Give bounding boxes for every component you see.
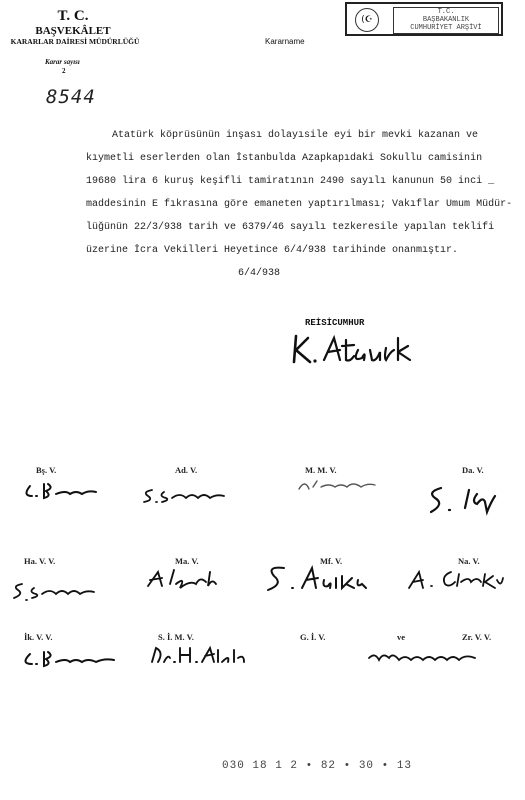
document-type: Kararname: [265, 37, 305, 46]
header-directorate: KARARLAR DAİRESİ MÜDÜRLÜĞÜ: [10, 37, 140, 46]
minister-role-sim: S. İ. M. V.: [158, 632, 194, 642]
minister-role-ha: Ha. V. V.: [24, 556, 56, 566]
minister-role-zr: Zr. V. V.: [462, 632, 492, 642]
body-line-2: kıymetli eserlerden olan İstanbulda Azapkapıdaki Sokullu camisinin: [86, 153, 483, 164]
minister-role-ik: İk. V. V.: [24, 632, 53, 642]
crescent-star-icon: (☪: [355, 8, 379, 32]
signature-ozalp: [295, 477, 380, 495]
signature-alatas: [148, 644, 248, 666]
header-tc: T. C.: [57, 8, 89, 24]
decision-number: 8544: [46, 86, 96, 108]
stamp-line-2: BAŞBAKANLIK: [422, 16, 470, 24]
minister-role-mm: M. M. V.: [305, 465, 337, 475]
archive-reference-stamp: 030 18 1 2 • 82 • 30 • 13: [222, 760, 413, 772]
header-office: BAŞVEKÂLET: [35, 25, 111, 37]
signature-agrali: [140, 566, 220, 592]
decision-label: Karar sayısı: [45, 58, 80, 66]
decision-label-num: 2: [62, 67, 66, 75]
stamp-line-1: T.C.: [437, 8, 455, 16]
signature-bayar-2: [20, 648, 120, 670]
body-date: 6/4/938: [238, 268, 281, 279]
stamp-text: [393, 7, 499, 34]
signature-arikan: [262, 562, 372, 594]
signature-bayar-1: [22, 480, 102, 502]
minister-role-ma: Ma. V.: [175, 556, 199, 566]
minister-role-mf: Mf. V.: [320, 556, 343, 566]
signature-kaya-1: [425, 482, 505, 516]
body-line-4: maddesinin E fıkrasına göre emaneten yaptırılması; Vakıflar Umum Müdür-: [86, 199, 513, 210]
signature-saracoglu-2: [8, 578, 98, 604]
minister-role-da: Da. V.: [462, 465, 484, 475]
signature-kaya-2: [365, 648, 480, 666]
minister-role-gi: G. İ. V.: [300, 632, 326, 642]
body-line-5: lüğünün 22/3/938 tarih ve 6379/46 sayılı tezkeresile yapılan teklifi: [86, 222, 495, 233]
signature-cetinkaya: [405, 566, 505, 592]
archive-seal-stamp: [345, 2, 503, 36]
body-line-3: 19680 lira 6 kuruş keşifli tamiratının 2490 sayılı kanunun 50 inci _: [86, 176, 495, 187]
body-line-1: Atatürk köprüsünün inşası dolayısile eyi bir mevki kazanan ve: [112, 130, 479, 141]
minister-role-ad: Ad. V.: [175, 465, 198, 475]
stamp-line-3: CUMHURİYET ARŞİVİ: [410, 24, 482, 32]
body-line-6: üzerine İcra Vekilleri Heyetince 6/4/938 tarihinde onanmıştır.: [86, 245, 459, 256]
minister-role-ve: ve: [397, 632, 406, 642]
president-title: REİSİCUMHUR: [305, 318, 365, 328]
president-signature: [290, 332, 420, 366]
signature-saracoglu-1: [140, 484, 230, 506]
minister-role-bs: Bş. V.: [36, 465, 57, 475]
minister-role-na: Na. V.: [458, 556, 480, 566]
